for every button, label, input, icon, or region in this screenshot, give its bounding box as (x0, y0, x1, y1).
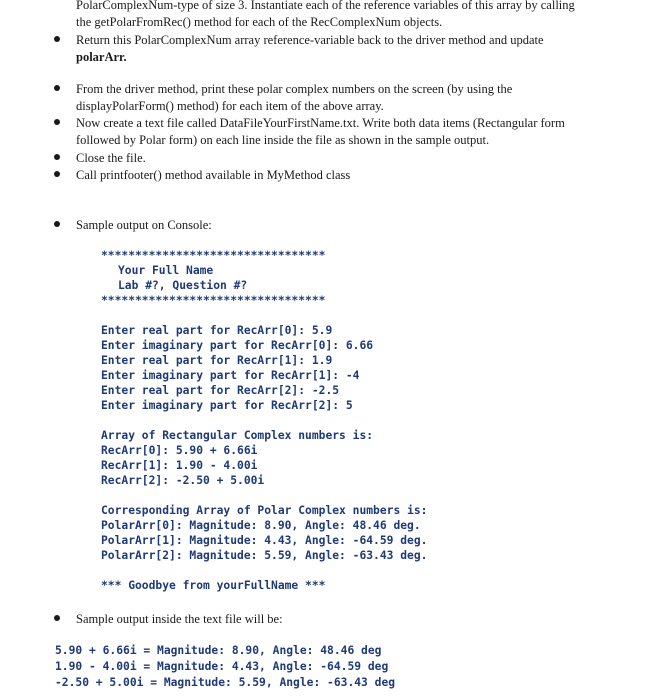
stars-bottom: ********************************* (101, 294, 326, 307)
polar-array-line: PolarArr[1]: Magnitude: 4.43, Angle: -64.59 deg. (101, 534, 428, 547)
bullet-dot (54, 167, 63, 176)
bullet-dot (54, 217, 63, 226)
goodbye-line: *** Goodbye from yourFullName *** (101, 579, 326, 592)
rect-array-title: Array of Rectangular Complex numbers is: (101, 429, 374, 442)
rect-array-line: RecArr[1]: 1.90 - 4.00i (101, 459, 258, 472)
bullet-dot (54, 32, 63, 41)
sample-console-label: Sample output on Console: (76, 218, 212, 232)
intro-line-1: PolarComplexNum-type of size 3. Instantiate each of the reference variables of this array by calling (76, 0, 575, 12)
polar-array-line: PolarArr[2]: Magnitude: 5.59, Angle: -63.43 deg. (101, 549, 428, 562)
bullet-printfooter: Call printfooter() method available in MyMethod class (76, 168, 351, 182)
bullet-print-line-1: From the driver method, print these polar complex numbers on the screen (by using the (76, 82, 513, 96)
console-input-line: Enter real part for RecArr[0]: 5.9 (101, 324, 333, 337)
console-input-line: Enter real part for RecArr[2]: -2.5 (101, 384, 340, 397)
rect-array-line: RecArr[2]: -2.50 + 5.00i (101, 474, 265, 487)
console-input-line: Enter real part for RecArr[1]: 1.9 (101, 354, 333, 367)
polar-array-line: PolarArr[0]: Magnitude: 8.90, Angle: 48.46 deg. (101, 519, 421, 532)
header-full-name: Your Full Name (118, 264, 214, 277)
bullet-return-line-2 (76, 49, 636, 66)
console-input-line: Enter imaginary part for RecArr[2]: 5 (101, 399, 353, 412)
bullet-dot (54, 611, 63, 620)
polar-array-title: Corresponding Array of Polar Complex numbers is: (101, 504, 428, 517)
bullet-print-line-2: displayPolarForm() method) for each item of the above array. (76, 99, 384, 113)
console-input-line: Enter imaginary part for RecArr[1]: -4 (101, 369, 360, 382)
sample-file-label: Sample output inside the text file will be: (76, 612, 283, 626)
file-output-line: 1.90 - 4.00i = Magnitude: 4.43, Angle: -64.59 deg (55, 660, 389, 673)
intro-line-2: the getPolarFromRec() method for each of the RecComplexNum objects. (76, 15, 443, 29)
header-lab-question: Lab #?, Question #? (118, 279, 248, 292)
rect-array-line: RecArr[0]: 5.90 + 6.66i (101, 444, 258, 457)
bullet-dot (54, 115, 63, 124)
bullet-dot (54, 81, 63, 90)
stars-top: ********************************* (101, 249, 326, 262)
bullet-return-line-1: Return this PolarComplexNum array reference-variable back to the driver method and update (76, 33, 544, 47)
bullet-dot (54, 150, 63, 159)
console-input-line: Enter imaginary part for RecArr[0]: 6.66 (101, 339, 374, 352)
bullet-close-file: Close the file. (76, 151, 146, 165)
file-output-line: -2.50 + 5.00i = Magnitude: 5.59, Angle: -63.43 deg (55, 676, 396, 689)
bullet-file-line-2: followed by Polar form) on each line inside the file as shown in the sample output. (76, 133, 490, 147)
file-output-line: 5.90 + 6.66i = Magnitude: 8.90, Angle: 48.46 deg (55, 644, 382, 657)
polararr-bold: polarArr. (76, 50, 127, 64)
bullet-file-line-1: Now create a text file called DataFileYourFirstName.txt. Write both data items (Rectangular form (76, 116, 565, 130)
